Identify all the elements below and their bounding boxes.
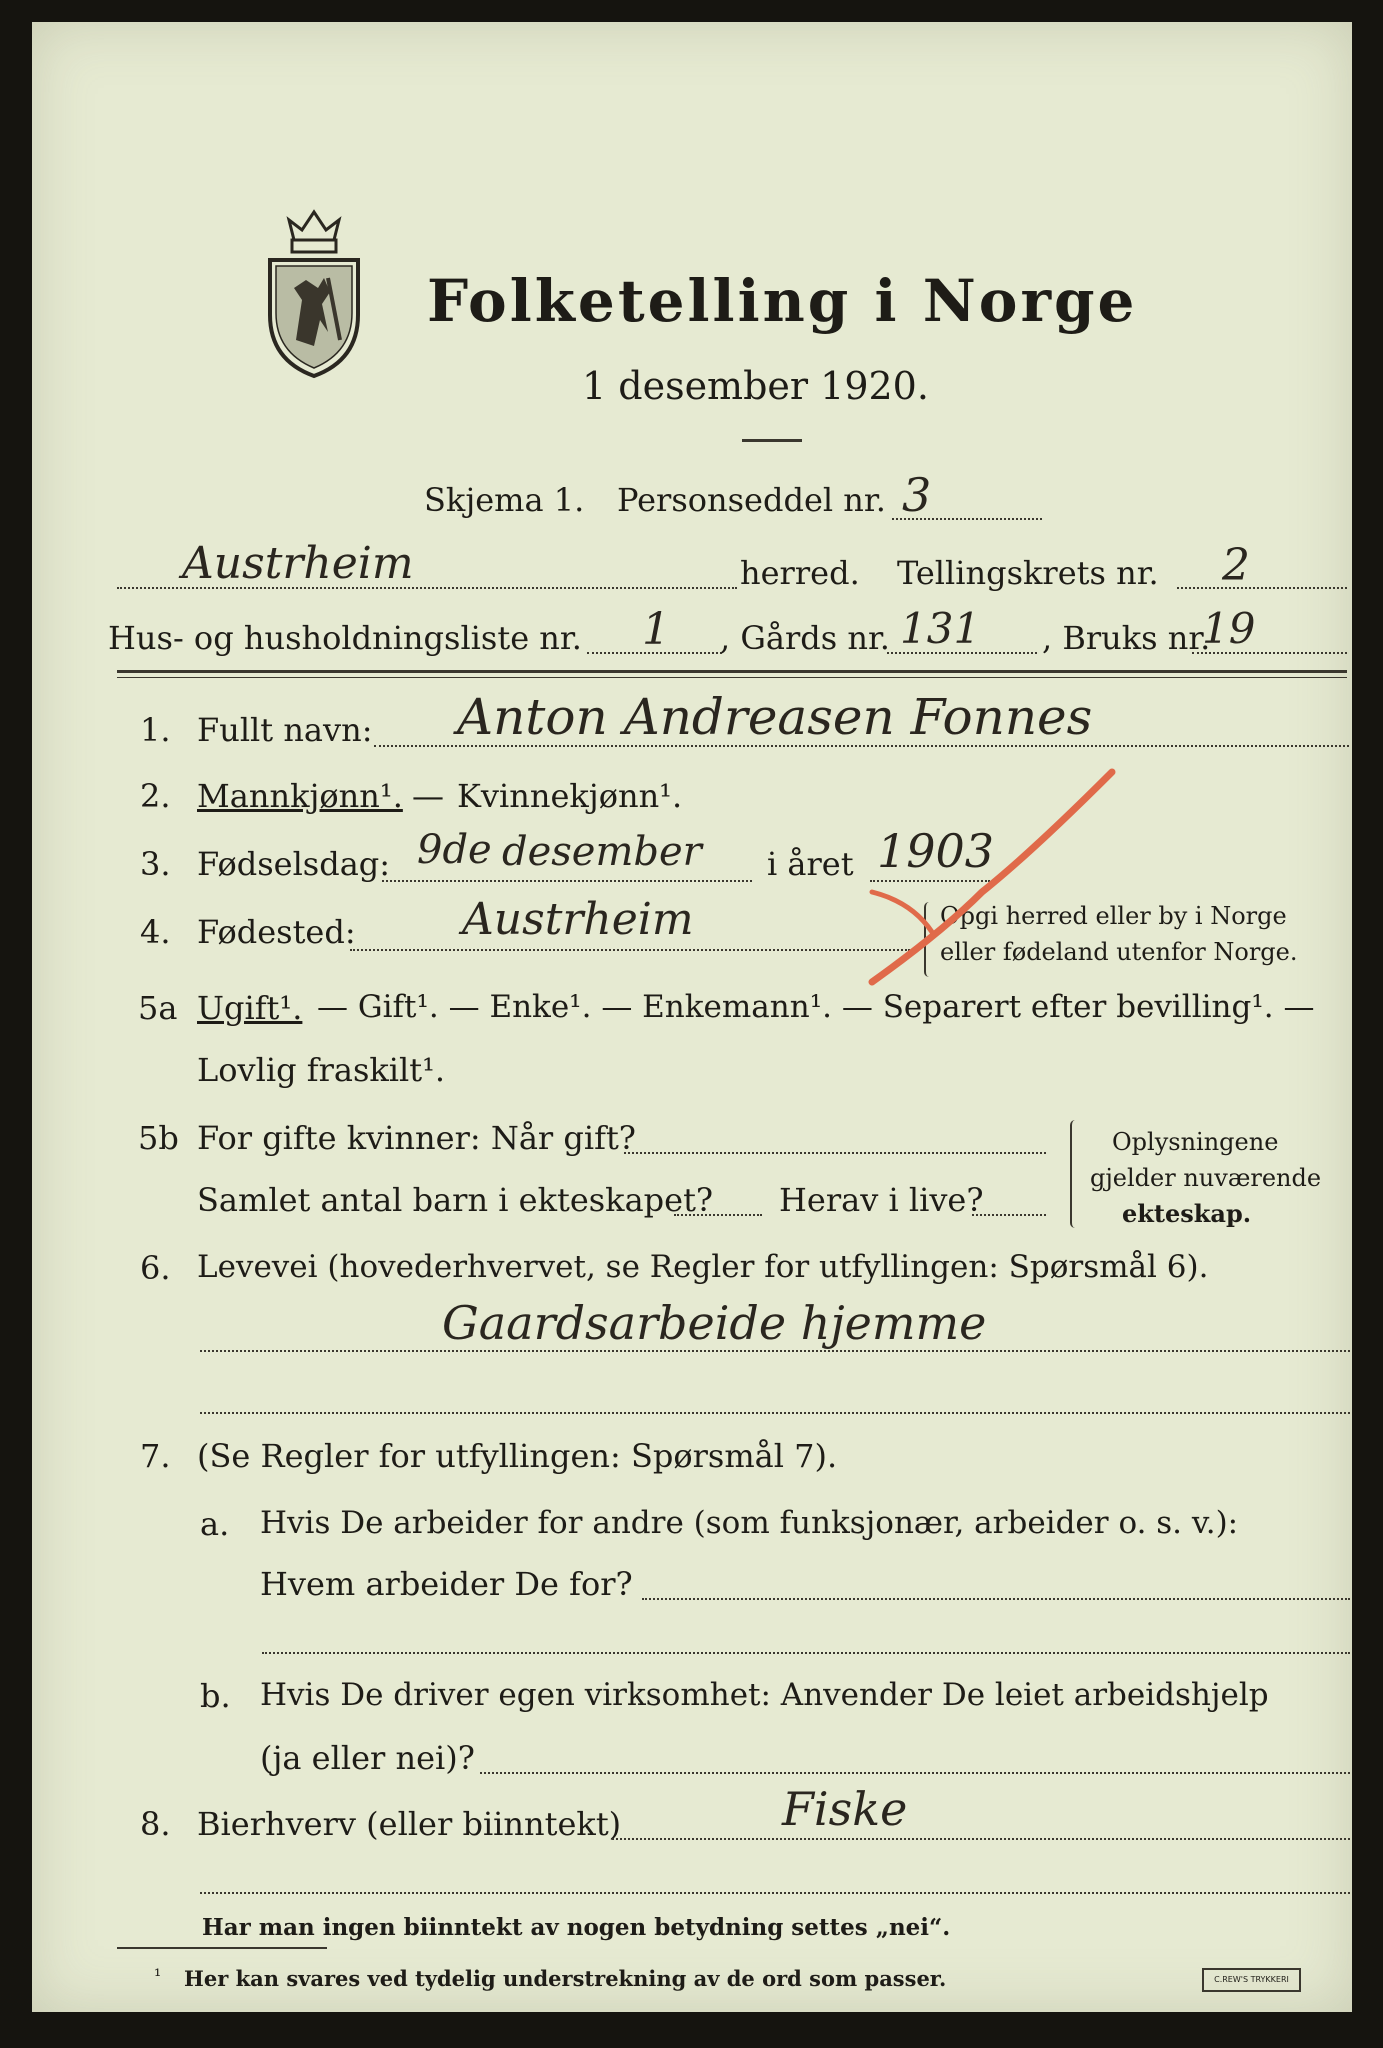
footnote-mark: ¹	[154, 1966, 162, 1987]
personseddel-value: 3	[902, 468, 932, 522]
q4-number: 4.	[140, 913, 171, 951]
herred-value: Austrheim	[182, 538, 414, 589]
lovlig-fraskilt-option: Lovlig fraskilt¹.	[197, 1051, 446, 1089]
q1-number: 1.	[140, 711, 171, 749]
q5b-note-2: gjelder nuværende	[1090, 1164, 1322, 1192]
full-name-value: Anton Andreasen Fonnes	[457, 688, 1093, 746]
q5b-label-children: Samlet antal barn i ekteskapet?	[197, 1181, 714, 1219]
birthplace-note-2: eller fødeland utenfor Norge.	[940, 938, 1298, 966]
q8-label: Bierhverv (eller biinntekt)	[197, 1805, 622, 1843]
husliste-value: 1	[642, 604, 670, 655]
husliste-label: Hus- og husholdningsliste nr.	[108, 619, 582, 657]
male-option: Mannkjønn¹.	[197, 777, 403, 815]
gards-value: 131	[900, 604, 981, 653]
birthplace-value: Austrheim	[462, 894, 694, 945]
year-label: i året	[767, 845, 854, 883]
bruks-label: , Bruks nr.	[1042, 619, 1211, 657]
q1-label: Fullt navn:	[197, 711, 373, 749]
marital-options: — Gift¹. — Enke¹. — Enkemann¹. — Separert efter bevilling¹. —	[317, 989, 1315, 1025]
q7-number: 7.	[140, 1437, 171, 1475]
census-form	[32, 22, 1352, 2012]
q5b-note-1: Oplysningene	[1112, 1128, 1279, 1156]
side-occupation-value: Fiske	[782, 1782, 908, 1836]
q3-number: 3.	[140, 845, 171, 883]
q7b-marker: b.	[200, 1677, 231, 1715]
q8-number: 8.	[140, 1805, 171, 1843]
footnote-text: Her kan svares ved tydelig understrekning av de ord som passer.	[184, 1966, 947, 1991]
q7a-marker: a.	[200, 1505, 230, 1543]
q2-number: 2.	[140, 777, 171, 815]
q3-label: Fødselsdag:	[197, 845, 391, 883]
q2-separator: —	[412, 777, 444, 815]
tellingskrets-label: Tellingskrets nr.	[897, 554, 1159, 592]
tellingskrets-value: 2	[1222, 540, 1250, 591]
bruks-value: 19	[1202, 604, 1256, 653]
birth-month-value: desember	[502, 829, 702, 875]
birth-year-value: 1903	[877, 824, 995, 878]
q5b-label-married: For gifte kvinner: Når gift?	[197, 1119, 636, 1157]
q5b-number: 5b	[138, 1119, 179, 1157]
printer-stamp: C.REW'S TRYKKERI	[1202, 1968, 1301, 1992]
female-option: Kvinnekjønn¹.	[457, 777, 683, 815]
header-divider	[117, 670, 1347, 673]
herred-label: herred.	[740, 554, 860, 592]
q7-label: (Se Regler for utfyllingen: Spørsmål 7).	[197, 1437, 838, 1475]
q5b-label-alive: Herav i live?	[779, 1181, 984, 1219]
red-check-mark	[832, 742, 1152, 992]
q6-number: 6.	[140, 1249, 171, 1287]
q5b-note-3: ekteskap.	[1122, 1199, 1252, 1228]
q7b-question: (ja eller nei)?	[260, 1739, 475, 1777]
occupation-value: Gaardsarbeide hjemme	[442, 1296, 987, 1350]
q4-label: Fødested:	[197, 913, 356, 951]
form-title: Folketelling i Norge	[427, 267, 1138, 335]
q7a-text: Hvis De arbeider for andre (som funksjonær, arbeider o. s. v.):	[260, 1505, 1239, 1541]
no-income-note: Har man ingen biinntekt av nogen betydning settes „nei“.	[202, 1914, 951, 1941]
q5a-number: 5a	[138, 989, 178, 1027]
census-date: 1 desember 1920.	[582, 364, 929, 408]
q7b-text: Hvis De driver egen virksomhet: Anvender De leiet arbeidshjelp	[260, 1677, 1269, 1713]
q6-label: Levevei (hovederhvervet, se Regler for utfyllingen: Spørsmål 6).	[197, 1249, 1209, 1285]
gards-label: , Gårds nr.	[720, 619, 890, 657]
ugift-option: Ugift¹.	[197, 989, 303, 1027]
birth-day-value: 9de	[417, 827, 492, 873]
q7a-question: Hvem arbeider De for?	[260, 1565, 633, 1603]
norway-coat-of-arms-icon	[264, 200, 364, 380]
title-rule	[742, 439, 802, 442]
birthplace-note-1: Opgi herred eller by i Norge	[940, 902, 1287, 930]
personseddel-label: Personseddel nr.	[617, 481, 886, 519]
schema-label: Skjema 1.	[424, 481, 585, 519]
